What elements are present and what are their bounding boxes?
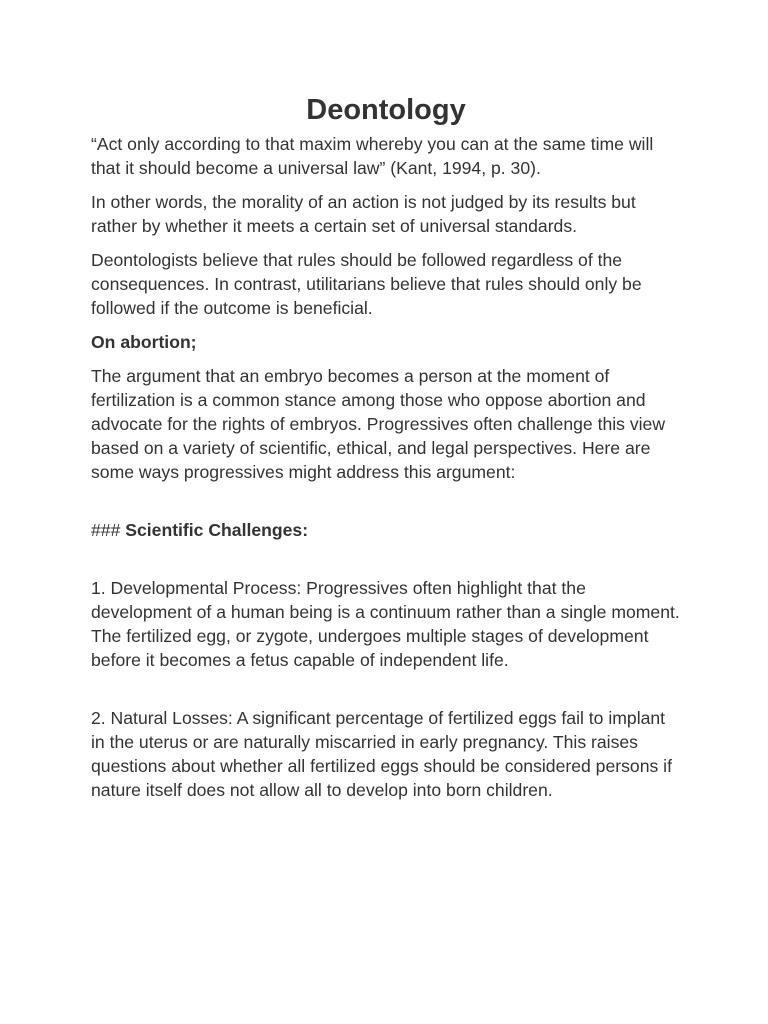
markdown-prefix: ### (91, 520, 121, 540)
paragraph-embryo-argument: The argument that an embryo becomes a person at the moment of fertilization is a common stance among those who oppose abortion and advocate for the rights of embryos. Progressives often challenge this view based on a variety of scientific, ethical, and legal perspectives. Here are some ways progressives might address this argument: (91, 366, 666, 482)
blank-line (91, 542, 681, 566)
document-title: Deontology (306, 94, 466, 126)
document-page (91, 92, 681, 802)
section-heading-text: Scientific Challenges: (125, 520, 309, 540)
blank-line (91, 672, 681, 696)
kant-quote: “Act only according to that maxim whereby you can at the same time will that it should become a universal law” (Kant, 1994, p. 30). (91, 134, 654, 178)
section-heading-scientific (91, 518, 681, 542)
paragraph-deontologists: Deontologists believe that rules should be followed regardless of the consequences. In contrast, utilitarians believe that rules should only be followed if the outcome is beneficial. (91, 250, 642, 318)
list-item-developmental-process: 1. Developmental Process: Progressives often highlight that the development of a human being is a continuum rather than a single moment. The fertilized egg, or zygote, undergoes multiple stages of development before it becomes a fetus capable of independent life. (91, 578, 680, 670)
paragraph-morality: In other words, the morality of an action is not judged by its results but rather by whether it meets a certain set of universal standards. (91, 192, 636, 236)
blank-line (91, 484, 681, 508)
list-item-natural-losses: 2. Natural Losses: A significant percentage of fertilized eggs fail to implant in the uterus or are naturally miscarried in early pregnancy. This raises questions about whether all fertilized eggs should be considered persons if nature itself does not allow all to develop into born children. (91, 708, 672, 800)
heading-on-abortion: On abortion; (91, 332, 197, 352)
